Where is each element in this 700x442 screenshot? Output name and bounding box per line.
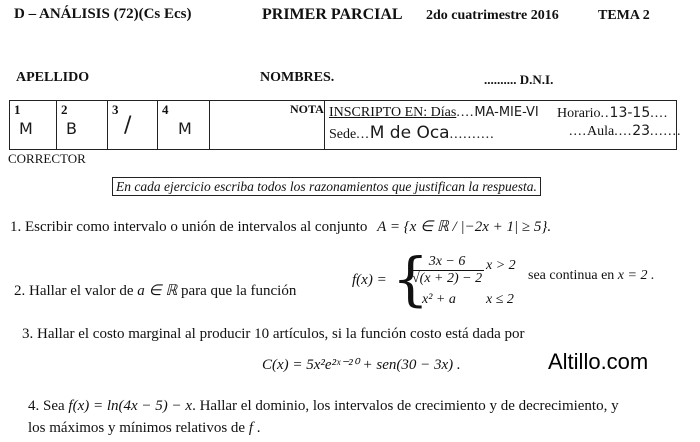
question-4 [28, 398, 619, 415]
brace-icon: { [392, 245, 429, 313]
grade-cell-number: 4 [162, 102, 169, 117]
exam-title: PRIMER PARCIAL [262, 6, 403, 23]
question-text: Sea [43, 398, 65, 414]
inscripto-box [325, 100, 682, 150]
nota-label: NOTA [290, 102, 324, 116]
instruction-text: En cada ejercicio escriba todos los razonamientos que justifican la respuesta. [116, 179, 537, 194]
grade-cell-2 [57, 101, 108, 149]
grade-cell-number: 2 [61, 102, 68, 117]
question-1 [10, 217, 551, 236]
fraction-numerator: 3x − 6 [410, 254, 484, 271]
piece-2: x² + a [422, 292, 456, 307]
dias-field: INSCRIPTO EN: Días....MA-MIE-VI [329, 105, 539, 120]
nombres-label: NOMBRES. [260, 70, 335, 85]
aula-label: Aula [587, 124, 615, 139]
question-formula: x = 2 . [617, 268, 655, 283]
question-text: . Hallar el dominio, los intervalos de crecimiento y de decrecimiento, y [192, 398, 619, 414]
question-2-end [528, 268, 654, 284]
dni-label: D.N.I. [519, 72, 554, 87]
question-number: 3. [22, 326, 34, 342]
question-3-formula: C(x) = 5x²e²ˣ⁻²⁰ + sen(30 − 3x) . [262, 357, 461, 373]
question-number: 1. [10, 219, 22, 235]
question-number: 2. [14, 283, 26, 299]
question-text: Hallar el costo marginal al producir 10 artículos, si la función costo está dada por [37, 326, 525, 342]
question-formula: f(x) = ln(4x − 5) − x [68, 398, 193, 414]
grade-cell-number: 3 [112, 102, 119, 117]
inscripto-label: INSCRIPTO EN: Días [329, 105, 457, 120]
exam-tema: TEMA 2 [598, 8, 650, 23]
course-title: D – ANÁLISIS (72)(Cs Ecs) [14, 6, 192, 22]
grade-cell-number: 1 [14, 102, 21, 117]
aula-value: 23 [632, 123, 651, 139]
horario-field: Horario..13-15.... [557, 105, 669, 121]
condition-2: x ≤ 2 [486, 292, 514, 307]
piecewise-function [352, 245, 542, 313]
dias-value: MA-MIE-VI [474, 105, 539, 120]
question-text: . [256, 420, 261, 436]
question-text: los máximos y mínimos relativos de [28, 420, 246, 436]
grade-cell-4 [158, 101, 210, 149]
sede-label: Sede [329, 127, 357, 142]
question-text: Escribir como intervalo o unión de intervalos al conjunto [25, 219, 368, 235]
sede-field: Sede...M de Oca.......... [329, 123, 495, 143]
question-text: sea continua en [528, 268, 615, 283]
grade-mark: M [178, 119, 192, 138]
fx-label: f(x) = [352, 272, 387, 288]
question-number: 4. [28, 398, 40, 414]
fraction [410, 254, 484, 287]
question-formula: A = {x ∈ ℝ / |−2x + 1| ≥ 5}. [377, 219, 552, 235]
grade-table [9, 100, 325, 150]
question-3 [22, 326, 525, 343]
dni-field [484, 72, 553, 88]
grade-mark: M [19, 119, 33, 138]
question-text: Hallar el valor de [29, 283, 134, 299]
watermark: Altillo.com [548, 349, 649, 374]
grade-cell-3 [108, 101, 158, 149]
question-formula: a ∈ ℝ [137, 283, 178, 299]
nota-cell [210, 101, 324, 149]
horario-label: Horario [557, 106, 601, 121]
instruction-box [112, 177, 541, 196]
question-2-intro [14, 281, 296, 300]
horario-value: 13-15 [609, 105, 651, 121]
question-text: para que la función [180, 283, 297, 299]
corrector-label: CORRECTOR [8, 151, 86, 166]
fraction-denominator: √(x + 2) − 2 [412, 271, 483, 286]
grade-cell-1 [10, 101, 57, 149]
apellido-label: APELLIDO [16, 70, 90, 85]
exam-period: 2do cuatrimestre 2016 [426, 8, 559, 23]
dni-dots: .......... [484, 72, 517, 87]
aula-field: ....Aula....23....... [569, 123, 682, 139]
grade-mark: / [124, 113, 132, 138]
question-4-line-2 [28, 420, 261, 437]
sede-value: M de Oca [369, 123, 450, 143]
question-formula: f [248, 420, 253, 436]
grade-mark: B [66, 119, 77, 138]
condition-1: x > 2 [486, 258, 516, 273]
